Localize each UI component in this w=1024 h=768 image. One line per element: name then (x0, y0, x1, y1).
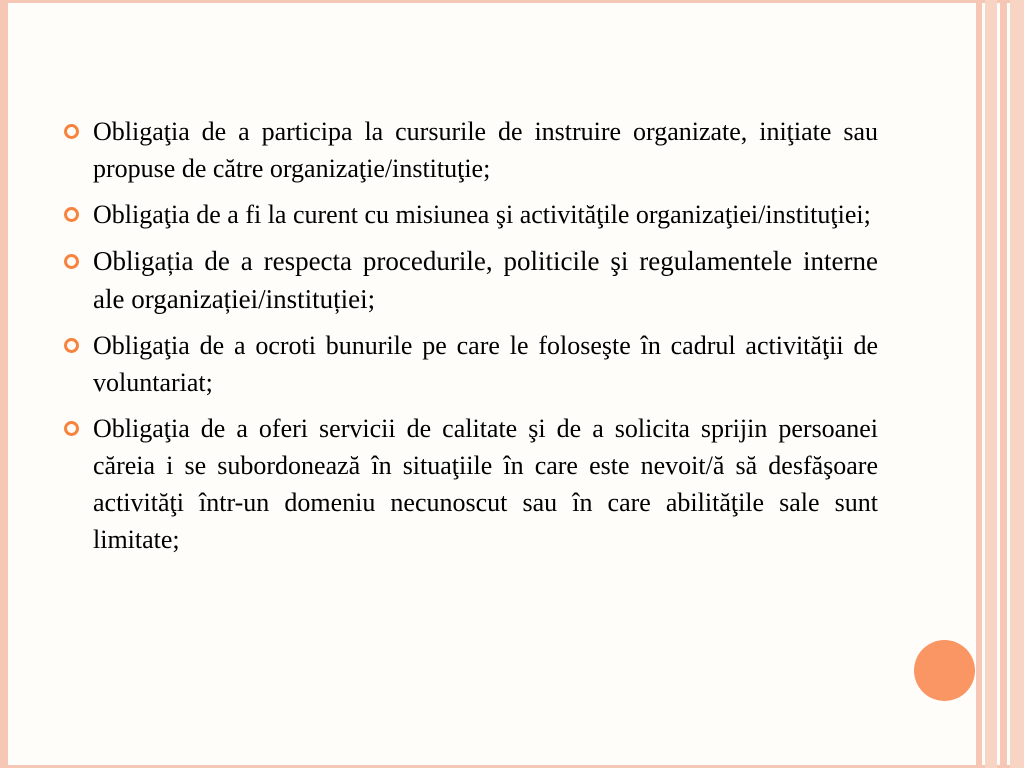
bullet-text: Obligația de a respecta procedurile, politicile şi regulamentele interne ale organizației/instituției; (93, 246, 878, 314)
bullet-item (64, 113, 878, 187)
stripe (976, 0, 982, 768)
bullet-item (64, 196, 878, 233)
bullet-ring-icon (64, 338, 79, 353)
stripe (1010, 0, 1024, 768)
stripe (1000, 0, 1007, 768)
bullet-text: Obligaţia de a fi la curent cu misiunea şi activităţile organizaţiei/instituţiei; (93, 200, 871, 229)
bullet-item (64, 327, 878, 401)
stripe (985, 0, 997, 768)
bullet-ring-icon (64, 207, 79, 222)
bullet-text: Obligaţia de a oferi servicii de calitate şi de a solicita sprijin persoanei căreia i se subordonează în situaţiile în care este nevoit/ă să desfăşoare activităţi într-un domeniu necunoscut sau în care abilităţile sale sunt limitate; (93, 414, 878, 554)
bullet-item (64, 410, 878, 558)
bullet-list (64, 113, 878, 567)
decorative-stripes (976, 0, 1024, 768)
bullet-text: Obligaţia de a ocroti bunurile pe care le foloseşte în cadrul activităţii de voluntariat; (93, 331, 878, 397)
bullet-item (64, 242, 878, 318)
bullet-text: Obligaţia de a participa la cursurile de instruire organizate, iniţiate sau propuse de către organizaţie/instituţie; (93, 117, 878, 183)
bullet-ring-icon (64, 421, 79, 436)
bullet-ring-icon (64, 254, 79, 269)
bullet-ring-icon (64, 124, 79, 139)
decorative-circle (914, 640, 975, 701)
